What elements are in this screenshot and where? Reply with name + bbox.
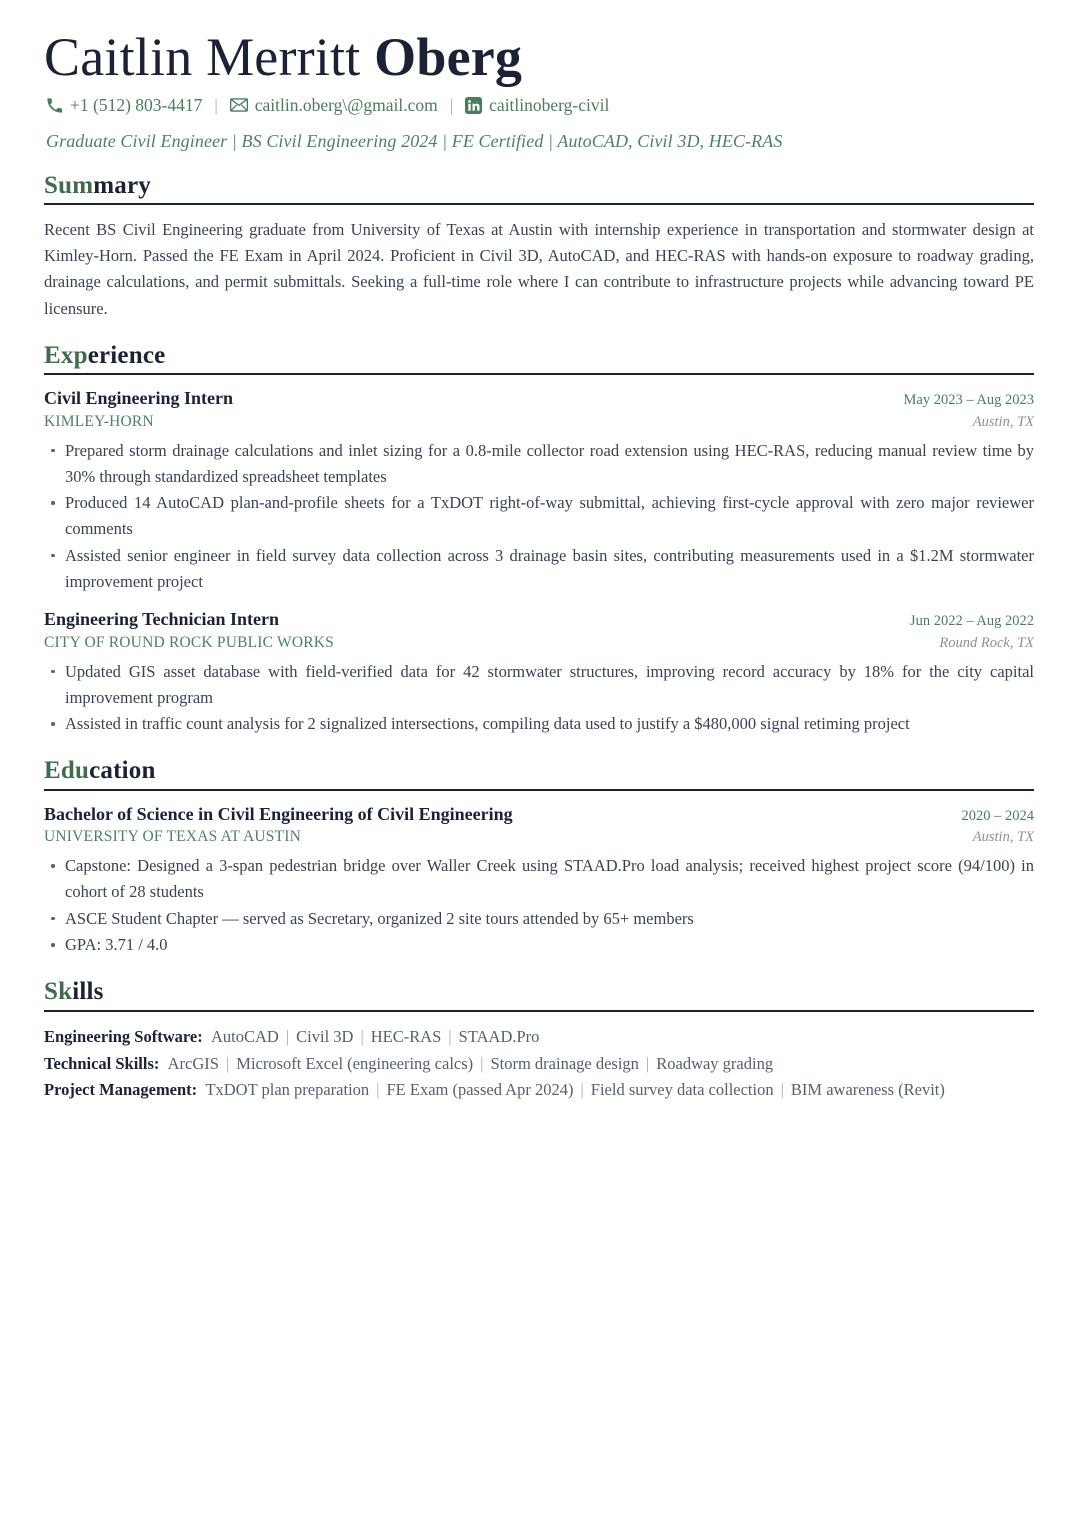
skill-separator: | (645, 1053, 650, 1073)
entry-header (44, 387, 1034, 410)
entry-bullets (44, 438, 1034, 594)
entry-bullets (44, 853, 1034, 958)
skill-label: Engineering Software: (44, 1026, 203, 1046)
skill-separator: | (376, 1080, 380, 1100)
entry-title: Civil Engineering Intern (44, 388, 234, 409)
skill-item: Field survey data collection (590, 1080, 774, 1100)
section-divider (44, 789, 1034, 791)
section-divider (44, 373, 1034, 375)
section-education (44, 757, 1034, 958)
skill-separator: | (225, 1053, 230, 1073)
bullet-item: Assisted in traffic count analysis for 2 signalized intersections, compiling data used to justify a $480,000 signal retiming project (44, 711, 1034, 737)
section-title-highlight: Edu (44, 756, 90, 784)
section-title-rest: cation (89, 756, 156, 784)
entry-location: Austin, TX (972, 829, 1034, 846)
contact-separator-1: | (214, 95, 218, 115)
section-title-skills (44, 978, 1034, 1007)
contact-line (46, 92, 1034, 118)
resume-header (44, 28, 1034, 152)
bullet-item: Updated GIS asset database with field-verified data for 42 stormwater structures, improving record accuracy by 18% for the city capital improvement program (44, 659, 1034, 710)
linkedin-icon (465, 97, 482, 114)
skill-label: Project Management: (44, 1080, 198, 1100)
section-title-highlight: Exp (44, 341, 88, 369)
entry-header (44, 608, 1034, 631)
entry-location: Round Rock, TX (939, 634, 1034, 651)
contact-separator-2: | (449, 95, 454, 115)
skill-item: AutoCAD (210, 1026, 279, 1046)
bullet-item: Assisted senior engineer in field survey data collection across 3 drainage basin sites, contributing measurements used in a $1.2M stormwater improvement project (44, 543, 1034, 594)
skill-item: Microsoft Excel (engineering calcs) (236, 1053, 474, 1073)
contact-email[interactable] (230, 92, 438, 118)
skill-separator: | (285, 1026, 290, 1046)
resume-entry (44, 608, 1034, 737)
section-divider (44, 203, 1034, 205)
email-text: caitlin.oberg\@gmail.com (254, 95, 438, 116)
entry-organization: KIMLEY-HORN (44, 412, 154, 430)
skill-item: STAAD.Pro (458, 1026, 540, 1046)
contact-linkedin[interactable] (465, 92, 609, 118)
section-title-summary (44, 172, 1034, 201)
section-experience (44, 342, 1034, 737)
header-tagline: Graduate Civil Engineer | BS Civil Engineering 2024 | FE Certified | AutoCAD, Civil 3D, HEC-RAS (46, 130, 783, 151)
entry-bullets (44, 659, 1034, 737)
entry-date: 2020 – 2024 (961, 807, 1034, 824)
envelope-icon (230, 98, 248, 112)
section-title-education (44, 757, 1034, 786)
entry-location: Austin, TX (972, 413, 1034, 430)
entry-subheader (44, 633, 1034, 653)
section-title-rest: ills (72, 978, 104, 1006)
skill-separator: | (360, 1026, 364, 1046)
entry-organization: UNIVERSITY OF TEXAS AT AUSTIN (44, 828, 301, 846)
entry-date: May 2023 – Aug 2023 (903, 392, 1034, 409)
last-name: Oberg (374, 27, 523, 87)
skills-rows (44, 1024, 1034, 1104)
skill-label: Technical Skills: (44, 1053, 160, 1073)
page-title (44, 28, 1034, 86)
skill-items (159, 1054, 773, 1073)
entry-subheader (44, 412, 1034, 432)
skill-row (44, 1024, 1034, 1051)
experience-entries (44, 387, 1034, 737)
phone-icon (46, 97, 63, 114)
bullet-item: Produced 14 AutoCAD plan-and-profile sheets for a TxDOT right-of-way submittal, achieving first-cycle approval with zero major reviewer comments (44, 490, 1034, 541)
skill-item: BIM awareness (Revit) (790, 1080, 945, 1100)
entry-organization: CITY OF ROUND ROCK PUBLIC WORKS (44, 633, 334, 651)
skill-row (44, 1077, 1034, 1104)
section-title-highlight: Sum (44, 171, 94, 199)
entry-header (44, 803, 1034, 826)
skill-item: ArcGIS (167, 1053, 219, 1073)
summary-text: Recent BS Civil Engineering graduate from University of Texas at Austin with internship experience in transportation and stormwater design at Kimley-Horn. Passed the FE Exam in April 2024. Proficient in Civil 3D, AutoCAD, and HEC-RAS with hands-on exposure to roadway grading, drainage calculations, and permit submittals. Seeking a full-time role where I can contribute to infrastructure projects while advancing toward PE licensure. (44, 220, 1034, 318)
skill-item: Storm drainage design (490, 1053, 639, 1073)
section-summary (44, 172, 1034, 322)
entry-title: Bachelor of Science in Civil Engineering of Civil Engineering (44, 803, 513, 824)
first-name: Caitlin Merritt (44, 27, 361, 87)
section-title-highlight: Sk (44, 978, 73, 1006)
section-title-experience (44, 342, 1034, 371)
skill-items (197, 1080, 945, 1099)
skill-separator: | (480, 1053, 484, 1073)
skill-separator: | (780, 1080, 784, 1100)
phone-text: +1 (512) 803-4417 (70, 95, 203, 116)
resume-entry (44, 387, 1034, 594)
resume-entry (44, 803, 1034, 958)
bullet-item: Capstone: Designed a 3-span pedestrian bridge over Waller Creek using STAAD.Pro load analysis; received highest project score (94/100) in cohort of 28 students (44, 853, 1034, 904)
skill-item: Roadway grading (656, 1053, 774, 1073)
skill-item: HEC-RAS (370, 1026, 442, 1046)
entry-date: Jun 2022 – Aug 2022 (909, 613, 1034, 630)
bullet-item: Prepared storm drainage calculations and inlet sizing for a 0.8-mile collector road extension using HEC-RAS, reducing manual review time by 30% through standardized spreadsheet templates (44, 438, 1034, 489)
section-divider (44, 1010, 1034, 1012)
bullet-item: ASCE Student Chapter — served as Secretary, organized 2 site tours attended by 65+ members (44, 906, 1034, 932)
bullet-item: GPA: 3.71 / 4.0 (44, 932, 1034, 958)
contact-phone[interactable] (46, 92, 202, 118)
education-entries (44, 803, 1034, 958)
section-title-rest: erience (87, 341, 166, 369)
skill-row (44, 1051, 1034, 1078)
summary-body (44, 217, 1034, 321)
skill-item: TxDOT plan preparation (205, 1080, 370, 1100)
linkedin-text: caitlinoberg-civil (489, 95, 610, 116)
entry-title: Engineering Technician Intern (44, 609, 280, 630)
skill-items (203, 1027, 540, 1046)
section-title-rest: mary (93, 171, 151, 199)
skill-separator: | (448, 1026, 452, 1046)
skill-separator: | (580, 1080, 584, 1100)
section-skills (44, 978, 1034, 1104)
skill-item: Civil 3D (296, 1026, 354, 1046)
entry-subheader (44, 827, 1034, 847)
skill-item: FE Exam (passed Apr 2024) (386, 1080, 574, 1100)
